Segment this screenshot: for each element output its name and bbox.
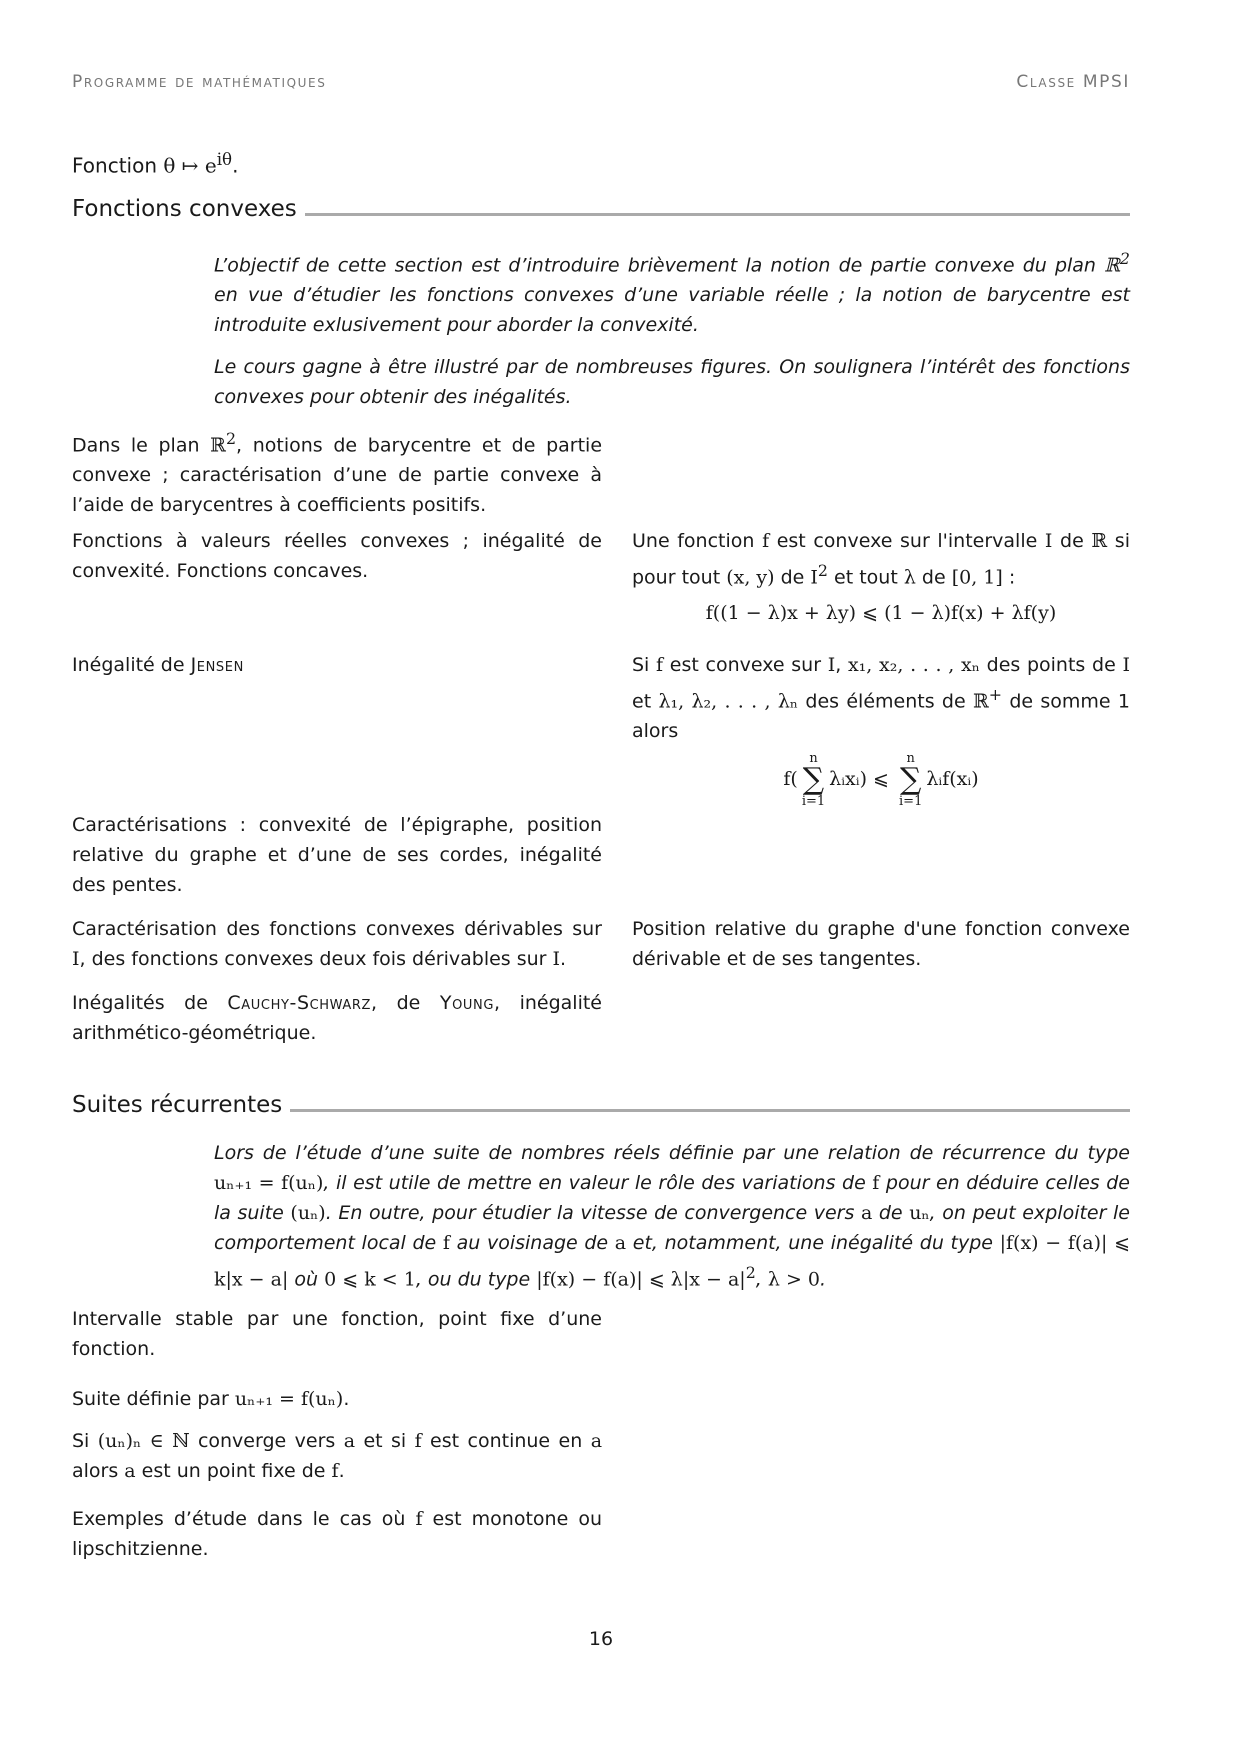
preamble-paragraph: Le cours gagne à être illustré par de nombreuses figures. On soulignera l’intérêt des fonctions convexes pour obtenir des inégalités.	[214, 356, 1130, 409]
program-row	[72, 424, 1130, 520]
program-row	[72, 1504, 1130, 1564]
math-R: ℝ	[210, 434, 226, 457]
intro-formula: θ ↦ e	[163, 153, 217, 178]
content-cell: Caractérisations : convexité de l’épigraphe, position relative du graphe et d’une de ses cordes, inégalité des pentes.	[72, 814, 602, 896]
preamble-text: .	[820, 1268, 827, 1291]
intro-label: Fonction	[72, 153, 158, 178]
preamble-text: ,	[755, 1268, 768, 1291]
comment-cell	[632, 810, 1130, 900]
math-R: ℝ	[972, 690, 989, 713]
math-f: f	[872, 1172, 880, 1194]
math-exponent: 2	[225, 429, 237, 448]
content-cell: Fonctions à valeurs réelles convexes ; inégalité de convexité. Fonctions concaves.	[72, 530, 602, 582]
cell-text: alors	[72, 1460, 125, 1482]
cell-text: est continue en	[421, 1430, 591, 1452]
content-cell	[72, 1504, 602, 1564]
math-text: ⩽	[873, 768, 889, 791]
math-interval: [0, 1]	[951, 566, 1003, 589]
cell-text: de	[915, 566, 952, 589]
math-R: ℝ	[1091, 530, 1108, 552]
content-cell	[72, 650, 602, 808]
header-class-name: Classe MPSI	[1016, 72, 1130, 92]
cell-text: Dans le plan	[72, 434, 211, 457]
math-a: a	[614, 1232, 627, 1254]
cell-text: et si	[355, 1430, 415, 1452]
program-row	[72, 1384, 1130, 1414]
math-I: I	[810, 566, 818, 589]
math-f: f	[762, 530, 770, 552]
preamble-text: L’objectif de cette section est d’introduire brièvement la notion de partie convexe du plan	[214, 254, 1105, 277]
sum-symbol	[899, 752, 922, 808]
cell-text: Inégalités de	[72, 992, 228, 1014]
math-weights: λ₁, λ₂, . . . , λₙ	[658, 690, 799, 713]
content-cell	[72, 988, 602, 1048]
convexity-inequality: f((1 − λ)x + λy) ⩽ (1 − λ)f(x) + λf(y)	[705, 602, 1057, 625]
math-exponent: +	[988, 685, 1003, 704]
content-cell	[72, 1426, 602, 1486]
math-exponent: 2	[745, 1263, 756, 1282]
comment-cell	[632, 650, 1130, 808]
preamble-text: de	[872, 1202, 910, 1224]
math-a: a	[590, 1430, 603, 1452]
math-exponent: 2	[817, 561, 828, 580]
program-row	[72, 914, 1130, 974]
running-header	[72, 72, 1130, 92]
cell-text: Suite définie par	[72, 1388, 235, 1410]
sum-lower: i=1	[899, 794, 923, 810]
intro-line	[72, 150, 238, 178]
cell-text: de	[774, 566, 811, 589]
intro-formula-exponent: iθ	[216, 150, 233, 169]
program-row	[72, 1426, 1130, 1486]
cell-text: Une fonction	[632, 530, 763, 552]
comment-cell	[632, 1304, 1130, 1364]
math-un: uₙ	[909, 1202, 930, 1224]
preamble-paragraph	[214, 1138, 1130, 1294]
math-quadratic: |f(x) − f(a)| ⩽ λ|x − a|	[536, 1268, 746, 1291]
math-text: λᵢf(xᵢ)	[926, 768, 979, 791]
content-cell	[72, 1384, 602, 1414]
comment-cell: Position relative du graphe d'une fonction convexe dérivable et de ses tangentes.	[632, 918, 1130, 970]
preamble-text: au voisinage de	[449, 1232, 615, 1254]
section-heading-convex	[72, 196, 1130, 222]
preamble-text: où	[288, 1268, 325, 1291]
math-exponent: 2	[1119, 249, 1130, 268]
sum-upper: n	[906, 751, 915, 767]
cell-text: si pour tout	[632, 530, 1130, 589]
comment-cell	[632, 424, 1130, 520]
sum-upper: n	[809, 751, 818, 767]
section-title: Fonctions convexes	[72, 196, 297, 222]
cell-text: , notions de barycentre et de partie convexe ; caractérisation d’une de partie convexe à l’aide de barycentres à coefficients positifs.	[72, 434, 603, 517]
section-preamble	[214, 244, 1130, 424]
preamble-text: pour en déduire celles de la suite	[214, 1172, 1130, 1224]
section-title: Suites récurrentes	[72, 1092, 283, 1118]
math-text: λᵢxᵢ	[829, 768, 860, 791]
math-I: I	[827, 654, 836, 676]
preamble-text: en vue d’étudier les fonctions convexes d’une variable réelle ; la notion de barycentre est introduite exlusivement pour aborder la convexité.	[214, 284, 1130, 337]
cell-text: de somme 1 alors	[632, 690, 1130, 743]
cell-text: est convexe sur l'intervalle	[769, 530, 1045, 552]
jensen-inequality	[632, 752, 1130, 808]
math-text: )	[859, 768, 867, 791]
comment-cell	[632, 988, 1130, 1048]
author-name: Jensen	[190, 654, 244, 676]
cell-text: , de	[371, 992, 440, 1014]
cell-text: Si	[632, 654, 657, 676]
math-f: f	[415, 1508, 423, 1530]
cell-text: Exemples d’étude dans le cas où	[72, 1508, 416, 1530]
preamble-text: . En outre, pour étudier la vitesse de convergence vers	[325, 1202, 861, 1224]
math-R: ℝ	[1104, 254, 1120, 277]
cell-text: , des fonctions convexes deux fois dérivables sur	[79, 948, 553, 970]
content-cell: Intervalle stable par une fonction, point fixe d’une fonction.	[72, 1308, 602, 1360]
cell-text: est convexe sur	[663, 654, 828, 676]
preamble-paragraph	[214, 244, 1130, 340]
comment-cell	[632, 1504, 1130, 1564]
cell-text: :	[1002, 566, 1016, 589]
preamble-text: , on peut exploiter le comportement local de	[214, 1202, 1130, 1254]
preamble-text: Lors de l’étude d’une suite de nombres réels définie par une relation de récurrence du type	[214, 1142, 1130, 1164]
math-sequence: (uₙ)	[290, 1202, 326, 1224]
math-a: a	[124, 1460, 136, 1482]
sum-lower: i=1	[801, 794, 826, 810]
program-row	[72, 988, 1130, 1048]
math-a: a	[343, 1430, 356, 1452]
cell-text: est un point fixe de	[135, 1460, 332, 1482]
program-row	[72, 810, 1130, 900]
math-I: I	[552, 948, 561, 970]
math-f: f	[331, 1460, 339, 1482]
section-preamble	[214, 1138, 1130, 1306]
math-f: f	[656, 654, 664, 676]
program-row	[72, 1304, 1130, 1364]
math-I: I	[72, 948, 80, 970]
math-lipschitz: |f(x) − f(a)| ⩽ k|x − a|	[214, 1232, 1130, 1291]
comment-cell	[632, 1426, 1130, 1486]
math-f: f	[442, 1232, 450, 1254]
math-pair: (x, y)	[726, 566, 775, 589]
cell-text: .	[343, 1388, 350, 1410]
cell-text: Inégalité de	[72, 654, 191, 676]
cell-text: de	[1052, 530, 1092, 552]
cell-text: .	[338, 1460, 345, 1482]
preamble-text: , ou du type	[415, 1268, 537, 1291]
math-lambda: λ	[903, 566, 916, 589]
content-cell	[72, 914, 602, 974]
author-name: Young	[439, 992, 495, 1014]
math-sequence: (uₙ)ₙ ∈ ℕ	[97, 1430, 190, 1452]
preamble-text: et, notamment, une inégalité du type	[626, 1232, 1000, 1254]
page-number: 16	[588, 1628, 614, 1650]
cell-text: ,	[835, 654, 848, 676]
math-a: a	[860, 1202, 873, 1224]
cell-text: .	[560, 948, 567, 970]
cell-text: et	[632, 690, 659, 713]
math-k-range: 0 ⩽ k < 1	[324, 1268, 416, 1291]
cell-text: Caractérisation des fonctions convexes dérivables sur	[72, 918, 602, 940]
section-heading-sequences	[72, 1092, 1130, 1118]
sigma: ∑	[802, 762, 825, 798]
math-lambda-pos: λ > 0	[767, 1268, 820, 1291]
cell-text: , inégalité arithmético-géométrique.	[72, 992, 602, 1044]
cell-text: converge vers	[189, 1430, 344, 1452]
preamble-text: , il est utile de mettre en valeur le rôle des variations de	[323, 1172, 873, 1194]
sum-symbol	[802, 752, 825, 808]
math-text: f(	[783, 768, 798, 791]
sigma: ∑	[899, 762, 922, 798]
cell-text: et tout	[827, 566, 904, 589]
content-cell	[72, 424, 602, 520]
math-I: I	[1044, 530, 1053, 552]
comment-cell	[632, 526, 1130, 628]
section-rule	[305, 213, 1130, 216]
header-program-title: Programme de mathématiques	[72, 72, 327, 92]
math-f: f	[414, 1430, 422, 1452]
intro-end: .	[232, 153, 239, 178]
math-recurrence: uₙ₊₁ = f(uₙ)	[234, 1388, 344, 1410]
comment-cell	[632, 1384, 1130, 1414]
cell-text: des éléments de	[798, 690, 973, 713]
math-recurrence: uₙ₊₁ = f(uₙ)	[214, 1172, 324, 1194]
author-name: Cauchy-Schwarz	[227, 992, 372, 1014]
program-row	[72, 650, 1130, 808]
cell-text: est monotone ou lipschitzienne.	[72, 1508, 602, 1560]
section-rule	[290, 1109, 1130, 1112]
math-points: x₁, x₂, . . . , xₙ	[847, 654, 980, 676]
cell-text: des points de	[979, 654, 1123, 676]
document-page	[72, 0, 1130, 1754]
cell-text: Si	[72, 1430, 98, 1452]
math-I: I	[1122, 654, 1130, 676]
program-row	[72, 526, 1130, 628]
